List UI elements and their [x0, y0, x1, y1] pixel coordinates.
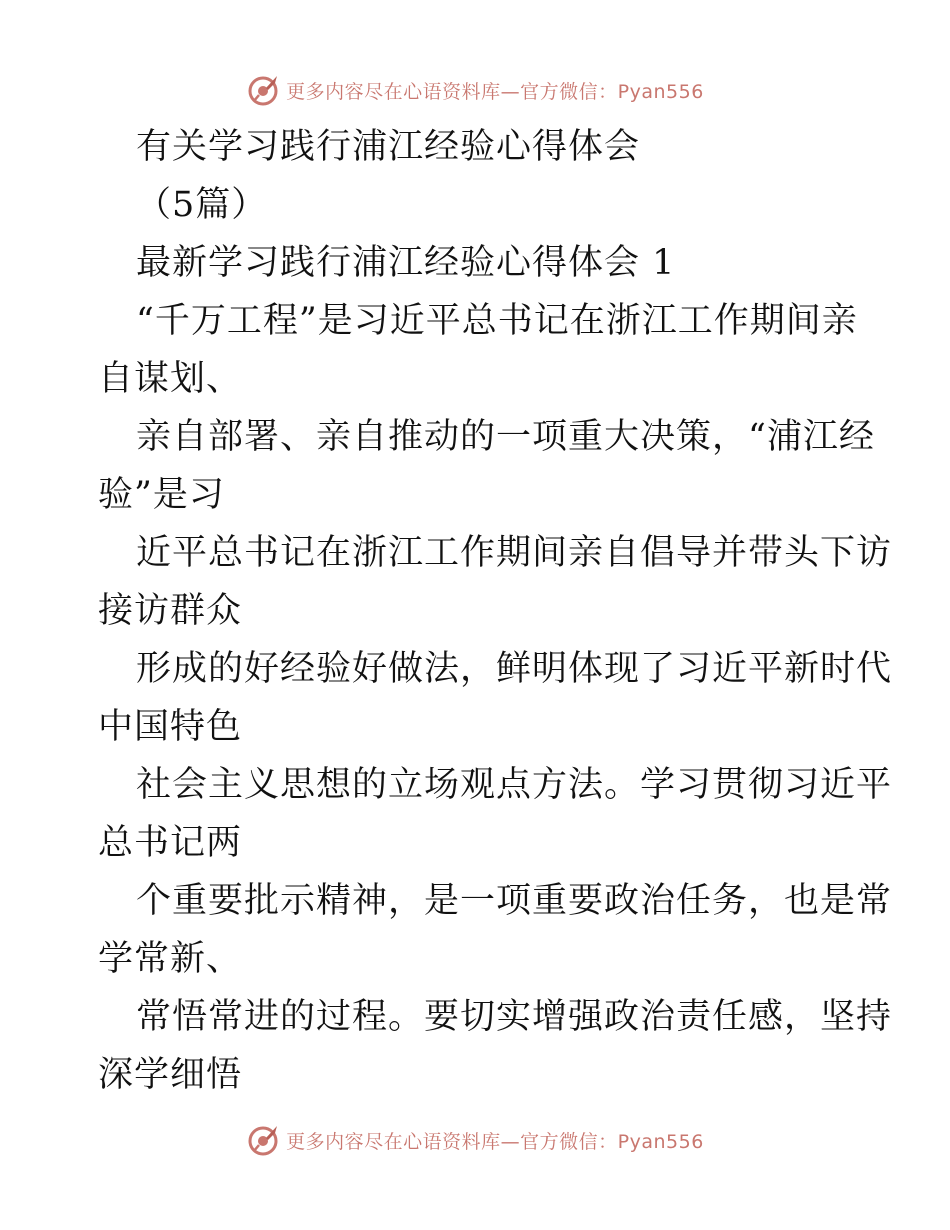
body-line: 形成的好经验好做法，鲜明体现了习近平新时代: [136, 649, 893, 689]
body-line: 中国特色: [98, 707, 243, 747]
section-heading: 最新学习践行浦江经验心得体会 1: [136, 243, 676, 283]
body-line: 亲自部署、亲自推动的一项重大决策，“浦江经: [136, 417, 875, 457]
footer-watermark: [0, 1120, 950, 1160]
quill-logo-icon: [246, 73, 280, 107]
body-line: 学常新、: [98, 939, 243, 979]
body-line: 总书记两: [98, 823, 243, 863]
watermark-text: 更多内容尽在心语资料库—官方微信：Pyan556: [286, 80, 704, 103]
body-line: 近平总书记在浙江工作期间亲自倡导并带头下访: [136, 533, 893, 573]
quill-logo-icon: [246, 1123, 280, 1157]
body-line: 接访群众: [98, 591, 243, 631]
document-subtitle: （5篇）: [136, 185, 268, 225]
header-watermark: [0, 70, 950, 110]
body-line: 社会主义思想的立场观点方法。学习贯彻习近平: [136, 765, 893, 805]
body-line: “千万工程”是习近平总书记在浙江工作期间亲: [136, 301, 858, 341]
watermark-text: 更多内容尽在心语资料库—官方微信：Pyan556: [286, 1130, 704, 1153]
body-line: 验”是习: [98, 475, 225, 515]
body-line: 个重要批示精神，是一项重要政治任务，也是常: [136, 881, 893, 921]
body-line: 常悟常进的过程。要切实增强政治责任感，坚持: [136, 997, 893, 1037]
body-line: 自谋划、: [98, 359, 243, 399]
document-title: 有关学习践行浦江经验心得体会: [136, 127, 641, 167]
body-line: 深学细悟: [98, 1055, 243, 1095]
